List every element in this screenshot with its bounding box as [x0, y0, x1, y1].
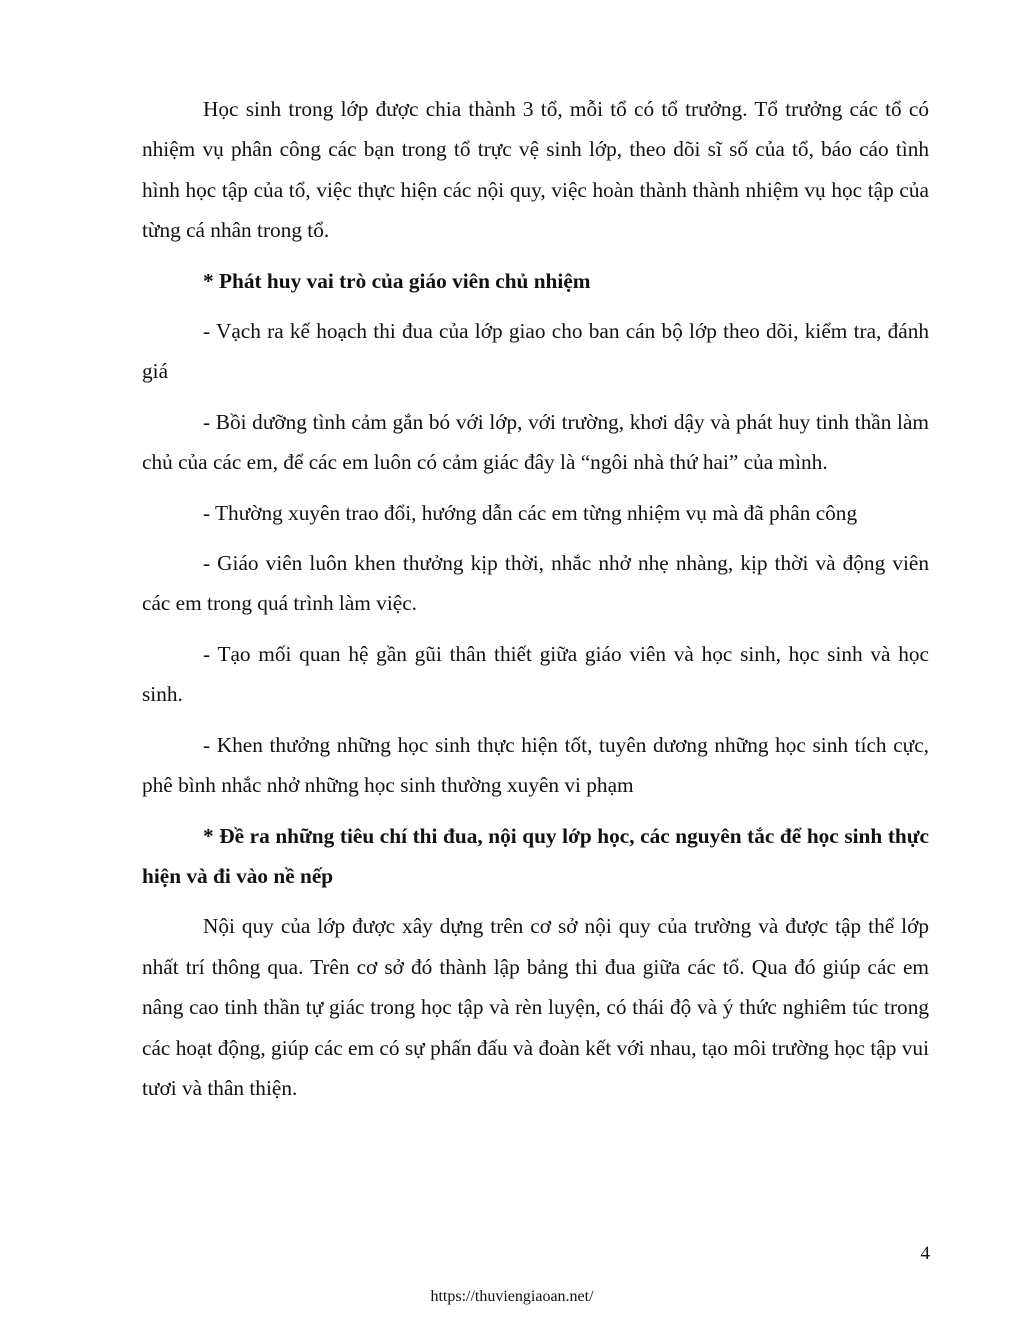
bullet-foster-attachment: - Bồi dưỡng tình cảm gắn bó với lớp, với trường, khơi dậy và phát huy tinh thần làm chủ của các em, để các em luôn có cảm giác đây là “ngôi nhà thứ hai” của mình.	[142, 409, 929, 475]
paragraph-team-organization: Học sinh trong lớp được chia thành 3 tổ, mỗi tổ có tổ trưởng. Tổ trưởng các tổ có nhiệm vụ phân công các bạn trong tổ trực vệ sinh lớp, theo dõi sĩ số của tổ, báo cáo tình hình học tập của tổ, việc thực hiện các nội quy, việc hoàn thành thành nhiệm vụ học tập của từng cá nhân trong tổ.	[142, 97, 929, 243]
bullet-close-relationship: - Tạo mối quan hệ gần gũi thân thiết giữa giáo viên và học sinh, học sinh và học sinh.	[142, 641, 929, 707]
bullet-competition-plan: - Vạch ra kế hoạch thi đua của lớp giao cho ban cán bộ lớp theo dõi, kiểm tra, đánh giá	[142, 319, 929, 384]
document-body	[142, 89, 929, 1108]
page-number: 4	[920, 1243, 930, 1264]
bullet-timely-praise: - Giáo viên luôn khen thưởng kịp thời, nhắc nhở nhẹ nhàng, kịp thời và động viên các em trong quá trình làm việc.	[142, 551, 929, 616]
paragraph-class-rules: Nội quy của lớp được xây dựng trên cơ sở nội quy của trường và được tập thể lớp nhất trí thông qua. Trên cơ sở đó thành lập bảng thi đua giữa các tổ. Qua đó giúp các em nâng cao tinh thần tự giác trong học tập và rèn luyện, có thái độ và ý thức nghiêm túc trong các hoạt động, giúp các em có sự phấn đấu và đoàn kết với nhau, tạo môi trường học tập vui tươi và thân thiện.	[142, 914, 929, 1100]
footer-url-link[interactable]: https://thuviengiaoan.net/	[430, 1288, 594, 1305]
heading-teacher-role: * Phát huy vai trò của giáo viên chủ nhiệm	[203, 268, 591, 293]
bullet-regular-exchange: - Thường xuyên trao đổi, hướng dẫn các em từng nhiệm vụ mà đã phân công	[203, 500, 858, 525]
heading-class-rules: * Đề ra những tiêu chí thi đua, nội quy lớp học, các nguyên tắc để học sinh thực hiện và đi vào nề nếp	[142, 823, 929, 888]
bullet-reward-criticize: - Khen thưởng những học sinh thực hiện tốt, tuyên dương những học sinh tích cực, phê bình nhắc nhở những học sinh thường xuyên vi phạm	[142, 732, 929, 798]
